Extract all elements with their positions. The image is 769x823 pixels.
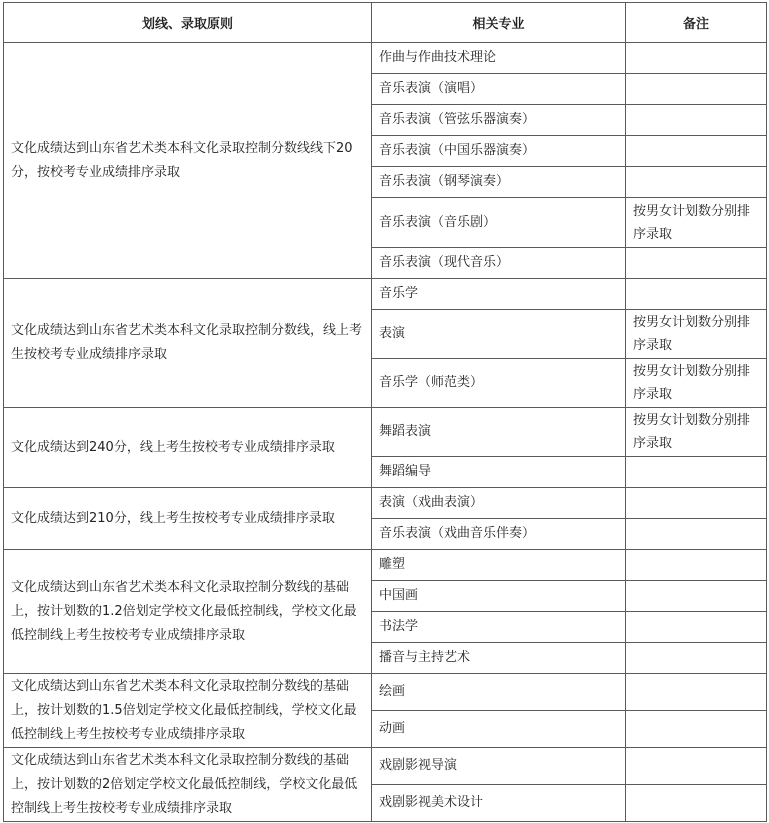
major-cell: 舞蹈表演: [372, 408, 626, 457]
note-cell: [626, 519, 767, 550]
principle-cell: 文化成绩达到山东省艺术类本科文化录取控制分数线，线上考生按校考专业成绩排序录取: [4, 279, 372, 408]
major-cell: 戏剧影视美术设计: [372, 785, 626, 822]
table-row: [4, 408, 767, 457]
major-cell: 中国画: [372, 581, 626, 612]
admission-table: [3, 2, 767, 822]
major-cell: 音乐学: [372, 279, 626, 310]
table-row: [4, 43, 767, 74]
header-note: 备注: [626, 3, 767, 43]
note-cell: [626, 136, 767, 167]
principle-cell: 文化成绩达到210分，线上考生按校考专业成绩排序录取: [4, 488, 372, 550]
major-cell: 音乐表演（钢琴演奏）: [372, 167, 626, 198]
principle-cell: 文化成绩达到山东省艺术类本科文化录取控制分数线的基础上，按计划数的1.5倍划定学校文化最低控制线，学校文化最低控制线上考生按校考专业成绩排序录取: [4, 674, 372, 748]
major-cell: 音乐表演（演唱）: [372, 74, 626, 105]
note-cell: 按男女计划数分别排序录取: [626, 310, 767, 359]
major-cell: 作曲与作曲技术理论: [372, 43, 626, 74]
note-cell: 按男女计划数分别排序录取: [626, 359, 767, 408]
note-cell: [626, 674, 767, 711]
note-cell: 按男女计划数分别排序录取: [626, 198, 767, 248]
header-principle: 划线、录取原则: [4, 3, 372, 43]
major-cell: 动画: [372, 711, 626, 748]
principle-cell: 文化成绩达到240分，线上考生按校考专业成绩排序录取: [4, 408, 372, 488]
major-cell: 音乐表演（戏曲音乐伴奏）: [372, 519, 626, 550]
note-cell: [626, 248, 767, 279]
note-cell: [626, 457, 767, 488]
major-cell: 书法学: [372, 612, 626, 643]
note-cell: [626, 167, 767, 198]
principle-cell: 文化成绩达到山东省艺术类本科文化录取控制分数线线下20分，按校考专业成绩排序录取: [4, 43, 372, 279]
table-row: [4, 748, 767, 785]
note-cell: [626, 643, 767, 674]
note-cell: [626, 488, 767, 519]
major-cell: 音乐表演（中国乐器演奏）: [372, 136, 626, 167]
note-cell: [626, 748, 767, 785]
note-cell: [626, 550, 767, 581]
major-cell: 音乐学（师范类）: [372, 359, 626, 408]
principle-cell: 文化成绩达到山东省艺术类本科文化录取控制分数线的基础上，按计划数的2倍划定学校文化最低控制线，学校文化最低控制线上考生按校考专业成绩排序录取: [4, 748, 372, 822]
table-row: [4, 279, 767, 310]
major-cell: 表演（戏曲表演）: [372, 488, 626, 519]
major-cell: 表演: [372, 310, 626, 359]
header-major: 相关专业: [372, 3, 626, 43]
major-cell: 绘画: [372, 674, 626, 711]
note-cell: [626, 74, 767, 105]
major-cell: 戏剧影视导演: [372, 748, 626, 785]
note-cell: [626, 105, 767, 136]
table-row: [4, 550, 767, 581]
major-cell: 音乐表演（音乐剧）: [372, 198, 626, 248]
principle-cell: 文化成绩达到山东省艺术类本科文化录取控制分数线的基础上，按计划数的1.2倍划定学校文化最低控制线，学校文化最低控制线上考生按校考专业成绩排序录取: [4, 550, 372, 674]
note-cell: [626, 43, 767, 74]
table-row: [4, 488, 767, 519]
table-row: [4, 674, 767, 711]
note-cell: [626, 785, 767, 822]
note-cell: 按男女计划数分别排序录取: [626, 408, 767, 457]
note-cell: [626, 279, 767, 310]
major-cell: 音乐表演（现代音乐）: [372, 248, 626, 279]
major-cell: 舞蹈编导: [372, 457, 626, 488]
major-cell: 音乐表演（管弦乐器演奏）: [372, 105, 626, 136]
major-cell: 播音与主持艺术: [372, 643, 626, 674]
note-cell: [626, 612, 767, 643]
major-cell: 雕塑: [372, 550, 626, 581]
header-row: [4, 3, 767, 43]
note-cell: [626, 581, 767, 612]
note-cell: [626, 711, 767, 748]
